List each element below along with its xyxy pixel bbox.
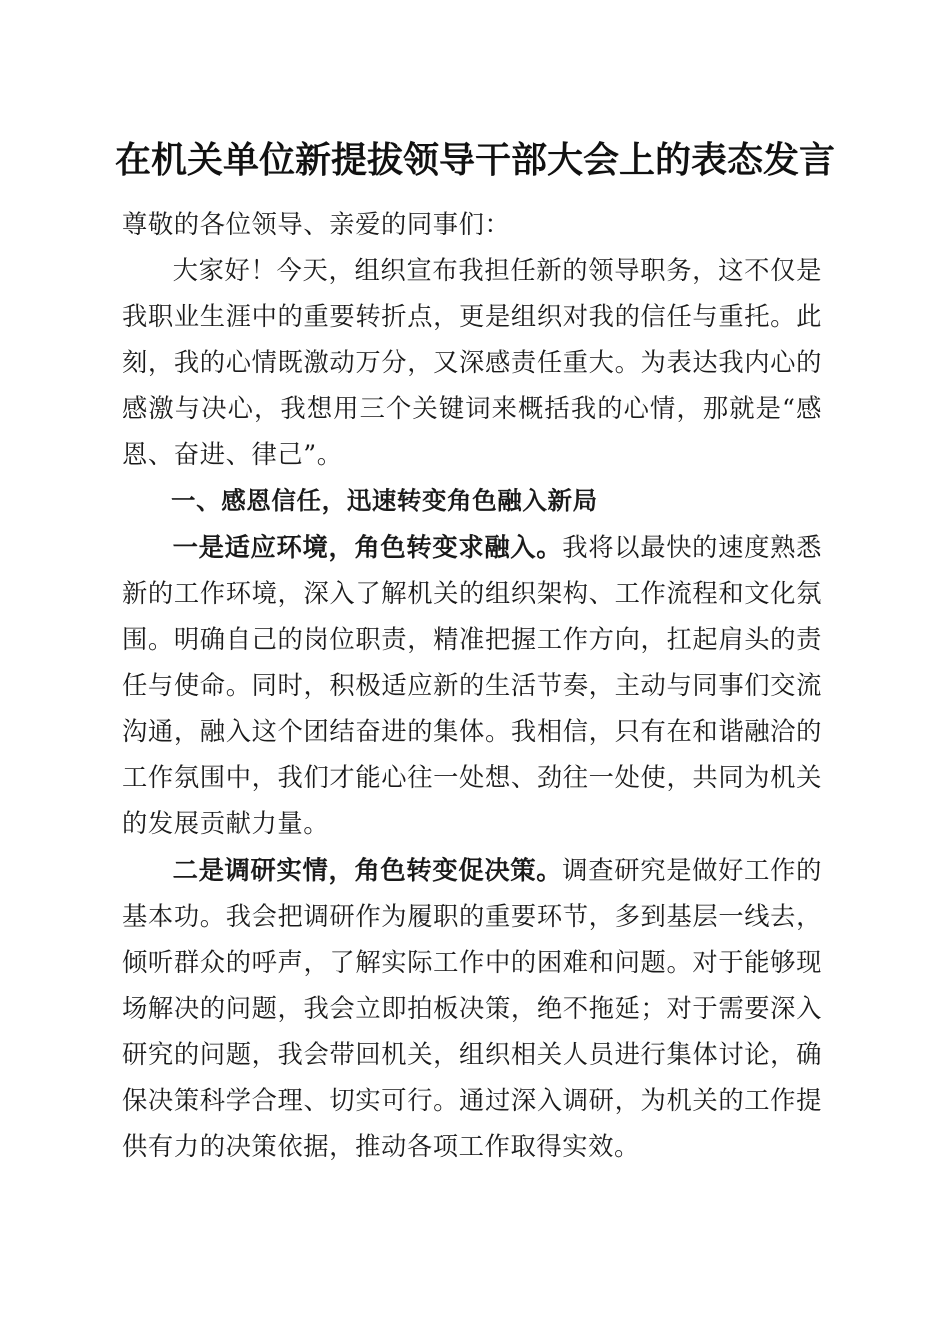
point-2-text: 调查研究是做好工作的基本功。我会把调研作为履职的重要环节，多到基层一线去，倾听群众的呼声，了解实际工作中的困难和问题。对于能够现场解决的问题，我会立即拍板决策，绝不拖延；对于需要深入研究的问题，我会带回机关，组织相关人员进行集体讨论，确保决策科学合理、切实可行。通过深入调研，为机关的工作提供有力的决策依据，推动各项工作取得实效。	[122, 856, 822, 1161]
document-body	[122, 202, 822, 1170]
document-title: 在机关单位新提拔领导干部大会上的表态发言	[114, 139, 835, 181]
section-heading-1: 一、感恩信任，迅速转变角色融入新局	[171, 486, 598, 515]
salutation: 尊敬的各位领导、亲爱的同事们：	[122, 210, 511, 239]
point-1-paragraph	[122, 524, 822, 847]
point-1-lead: 一是适应环境，角色转变求融入。	[172, 532, 563, 562]
point-2-paragraph	[122, 847, 822, 1170]
point-1-text: 我将以最快的速度熟悉新的工作环境，深入了解机关的组织架构、工作流程和文化氛围。明确自己的岗位职责，精准把握工作方向，扛起肩头的责任与使命。同时，积极适应新的生活节奏，主动与同事们交流沟通，融入这个团结奋进的集体。我相信，只有在和谐融洽的工作氛围中，我们才能心往一处想、劲往一处使，共同为机关的发展贡献力量。	[122, 533, 822, 838]
point-2-lead: 二是调研实情，角色转变促决策。	[172, 855, 563, 885]
intro-paragraph: 大家好！今天，组织宣布我担任新的领导职务，这不仅是我职业生涯中的重要转折点，更是组织对我的信任与重托。此刻，我的心情既激动万分，又深感责任重大。为表达我内心的感激与决心，我想用三个关键词来概括我的心情，那就是“感恩、奋进、律己”。	[122, 256, 822, 469]
